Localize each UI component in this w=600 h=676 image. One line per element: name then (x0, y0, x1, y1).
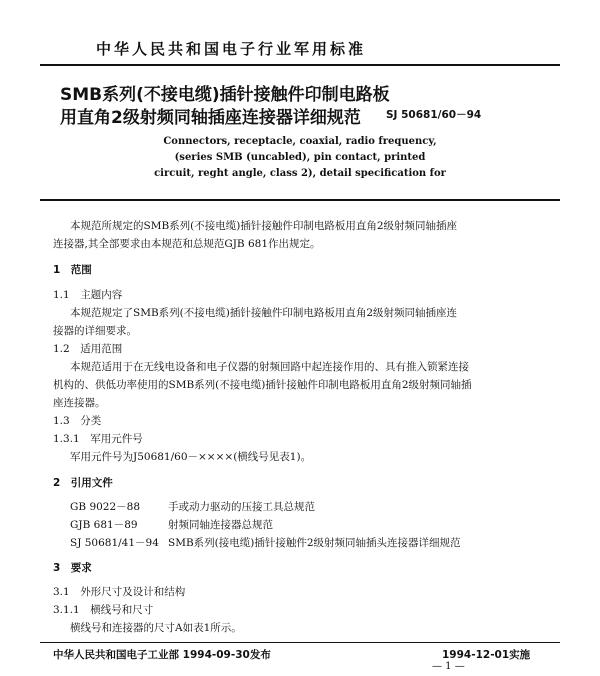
standard-number: SJ 50681/60－94 (386, 109, 482, 121)
english-title-line-1: Connectors, receptacle, coaxial, radio frequency, (163, 136, 437, 147)
page-number: — 1 — (432, 661, 465, 672)
title-rule (40, 199, 560, 201)
footer-rule (40, 642, 560, 643)
section-1-3-1-heading: 1.3.1 军用元件号 (53, 433, 143, 445)
english-title-line-2: (series SMB (uncabled), pin contact, printed (174, 152, 426, 163)
section-1-3-heading: 1.3 分类 (53, 415, 102, 427)
section-1-1-text-2: 接器的详细要求。 (53, 325, 137, 337)
section-1-2-heading: 1.2 适用范围 (53, 343, 123, 355)
section-1-1-heading: 1.1 主题内容 (53, 289, 123, 301)
issue-date: 中华人民共和国电子工业部 1994-09-30发布 (53, 649, 271, 661)
section-1-2-text-2: 机构的、供低功率使用的SMB系列(不接电缆)插针接触件印制电路板用直角2级射频同轴插 (53, 379, 472, 391)
header-rule (40, 64, 560, 66)
effective-date: 1994-12-01实施 (442, 649, 531, 661)
issuing-body-header: 中华人民共和国电子行业军用标准 (96, 40, 367, 58)
section-1-2-text-3: 座连接器。 (53, 397, 106, 409)
intro-line-2: 连接器,其全部要求由本规范和总规范GJB 681作出规定。 (53, 238, 321, 250)
intro-line-1: 本规范所规定的SMB系列(不接电缆)插针接触件印制电路板用直角2级射频同轴插座 (70, 220, 458, 232)
reference-title-1: 手或动力驱动的压接工具总规范 (168, 501, 315, 513)
section-3-heading: 3 要求 (53, 562, 92, 574)
reference-code-3: SJ 50681/41－94 (70, 537, 159, 549)
section-3-1-1-text: 横线号和连接器的尺寸A如表1所示。 (70, 622, 242, 634)
section-1-heading: 1 范围 (53, 264, 92, 276)
title-line-2: 用直角2级射频同轴插座连接器详细规范 (60, 108, 361, 128)
section-1-2-text-1: 本规范适用于在无线电设备和电子仪器的射频回路中起连接作用的、具有推入锁紧连接 (70, 361, 469, 373)
reference-title-3: SMB系列(接电缆)插针接触件2级射频同轴插头连接器详细规范 (168, 537, 461, 549)
section-1-3-1-text: 军用元件号为J50681/60－××××(横线号见表1)。 (70, 451, 312, 463)
title-line-1: SMB系列(不接电缆)插针接触件印制电路板 (60, 85, 390, 105)
reference-title-2: 射频同轴连接器总规范 (168, 519, 273, 531)
reference-code-1: GB 9022－88 (70, 501, 141, 513)
section-3-1-heading: 3.1 外形尺寸及设计和结构 (53, 586, 186, 598)
section-3-1-1-heading: 3.1.1 横线号和尺寸 (53, 604, 154, 616)
section-1-1-text-1: 本规范规定了SMB系列(不接电缆)插针接触件印制电路板用直角2级射频同轴插座连 (70, 307, 458, 319)
section-2-heading: 2 引用文件 (53, 477, 113, 489)
english-title-line-3: circuit, reght angle, class 2), detail specification for (154, 168, 446, 179)
reference-code-2: GJB 681－89 (70, 519, 138, 531)
